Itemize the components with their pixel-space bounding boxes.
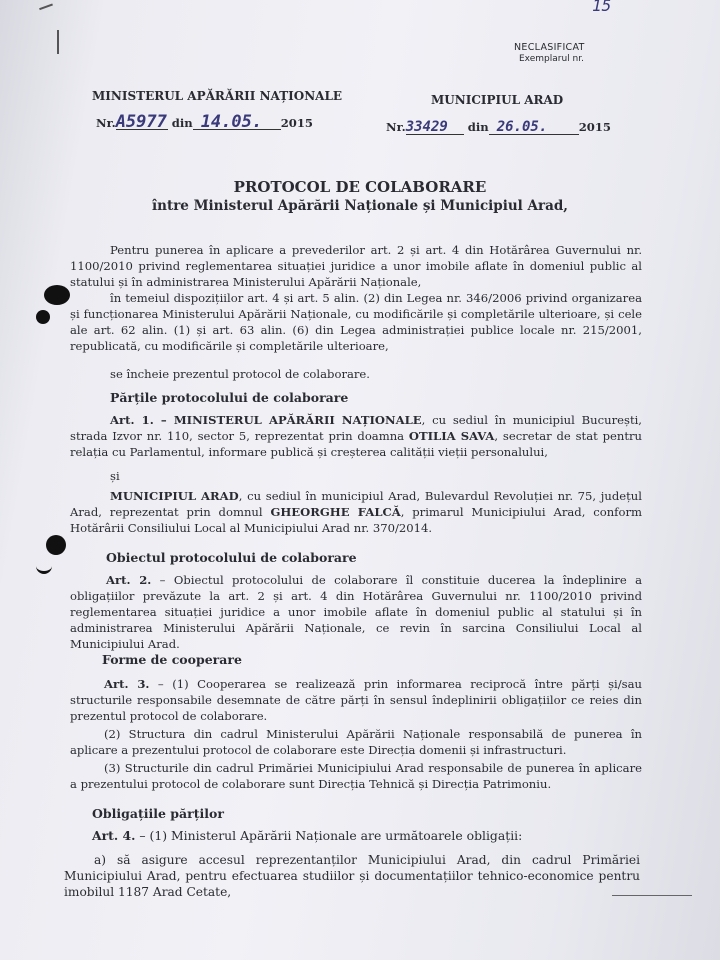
- art3-label: Art. 3.: [104, 677, 150, 691]
- year-label: 2015: [280, 116, 313, 130]
- municipality-header: MUNICIPIUL ARAD: [431, 93, 564, 107]
- section-parties-heading: Părțile protocolului de colaborare: [110, 390, 349, 405]
- ministry-nr-value: A5977: [115, 112, 167, 132]
- section-obligations-heading: Obligațiile părților: [92, 806, 224, 821]
- redaction-blob: [44, 285, 70, 305]
- page-number: 15: [592, 0, 612, 15]
- copy-number-label: Exemplarul nr.: [519, 54, 584, 64]
- document-subtitle: între Ministerul Apărării Naționale și Municipiul Arad,: [152, 198, 568, 214]
- party2-text: , primarul Municipiului Arad, conform Hotărârii Consiliului Local al Municipiului Arad nr. 370/2014.: [70, 505, 642, 535]
- art3-text: – (1) Cooperarea se realizează prin informarea reciprocă între părți și/sau structurile responsabile desemnate de către părți în sensul îndeplinirii obligațiilor ce reies din prezentul protocol de colaborare.: [70, 677, 642, 723]
- art1-label: Art. 1. – MINISTERUL APĂRĂRII NAȚIONALE: [110, 413, 422, 427]
- representative-1: OTILIA SAVA: [408, 429, 495, 443]
- intro-paragraph-1: Pentru punerea în aplicare a prevederilor art. 2 și art. 4 din Hotărârea Guvernului nr. 1100/2010 privind reglementarea situației juridice a unor imobile aflate în domeniul public al statului și în administrarea Ministerului Apărării Naționale,: [70, 243, 642, 289]
- redaction-blob: [36, 310, 50, 324]
- section-object-heading: Obiectul protocolului de colaborare: [106, 550, 357, 565]
- art4-text: – (1) Ministerul Apărării Naționale are următoarele obligații:: [135, 828, 523, 843]
- art3-paragraph-2: (2) Structura din cadrul Ministerului Apărării Naționale responsabilă de punerea în aplicare a prezentului protocol de colaborare este Direcția domenii și infrastructuri.: [70, 727, 642, 757]
- art1-text: , secretar de stat pentru relația cu Parlamentul, informare publică și creșterea calității vieții personalului,: [70, 429, 642, 459]
- art1-paragraph: [70, 412, 642, 460]
- art2-label: Art. 2.: [106, 573, 152, 587]
- intro-paragraph-2: în temeiul dispozițiilor art. 4 și art. 5 alin. (2) din Legea nr. 346/2006 privind organizarea și funcționarea Ministerului Apărării Naționale, cu modificările și completările ulterioare, și cele ale art. 62 alin. (1) și art. 63 alin. (6) din Legea administrației publice locale nr. 215/2001, republicată, cu modificările și completările ulterioare,: [70, 291, 642, 353]
- redaction-blob: [36, 563, 52, 574]
- party2-name: MUNICIPIUL ARAD: [110, 489, 239, 503]
- art1-text: , cu sediul în municipiul București, strada Izvor nr. 110, sector 5, reprezentat prin doamna: [70, 413, 642, 443]
- art2-text: – Obiectul protocolului de colaborare îl constituie ducerea la îndeplinire a obligațiilor prevăzute la art. 2 și art. 4 din Hotărârea Guvernului nr. 1100/2010 privind reglementarea situației juridice a unor imobile aflate în domeniul public al statului și în administrarea Ministerului Apărării Naționale, ce revin în sarcina Consiliului Local al Municipiului Arad.: [70, 573, 642, 651]
- art4-item-a: a) să asigure accesul reprezentanților Municipiului Arad, din cadrul Primăriei Municipiului Arad, pentru efectuarea studiilor și documentațiilor tehnico-economice pentru imobilul 1187 Arad Cetate,: [64, 853, 640, 899]
- year-label: 2015: [578, 120, 611, 134]
- redaction-blob: [46, 535, 66, 555]
- pen-mark-top: [37, 0, 53, 10]
- ministry-registration: [96, 112, 313, 132]
- art3-paragraph-3: (3) Structurile din cadrul Primăriei Municipiului Arad responsabile de punerea în aplicare a prezentului protocol de colaborare sunt Direcția Tehnică și Direcția Patrimoniu.: [70, 761, 642, 791]
- municipality-date-value: 26.05.: [489, 120, 579, 135]
- nr-label: Nr.: [96, 116, 116, 130]
- din-label: din: [467, 120, 489, 134]
- art3-paragraph-1: [70, 676, 642, 724]
- section-forms-heading: Forme de cooperare: [102, 652, 242, 667]
- party2-text: , cu sediul în municipiul Arad, Bulevardul Revoluției nr. 75, județul Arad, reprezentat prin domnul: [70, 489, 642, 519]
- bottom-line: [612, 895, 692, 896]
- municipality-registration: [386, 119, 611, 135]
- art4-label: Art. 4.: [92, 828, 136, 843]
- municipality-nr-value: 33429: [406, 120, 464, 135]
- din-label: din: [171, 116, 193, 130]
- nr-label: Nr.: [386, 120, 406, 134]
- pen-mark-left: [57, 30, 59, 54]
- party2-paragraph: [70, 488, 642, 536]
- art2-paragraph: [70, 572, 642, 652]
- intro-paragraph-3: se încheie prezentul protocol de colaborare.: [110, 367, 370, 381]
- conjunction: și: [110, 469, 120, 483]
- art4-paragraph: [92, 828, 522, 844]
- ministry-date-value: 14.05.: [193, 115, 281, 130]
- ministry-header: MINISTERUL APĂRĂRII NAȚIONALE: [92, 89, 343, 103]
- classification-label: NECLASIFICAT: [514, 42, 585, 53]
- document-title: PROTOCOL DE COLABORARE: [233, 178, 487, 196]
- representative-2: GHEORGHE FALCĂ: [270, 505, 401, 519]
